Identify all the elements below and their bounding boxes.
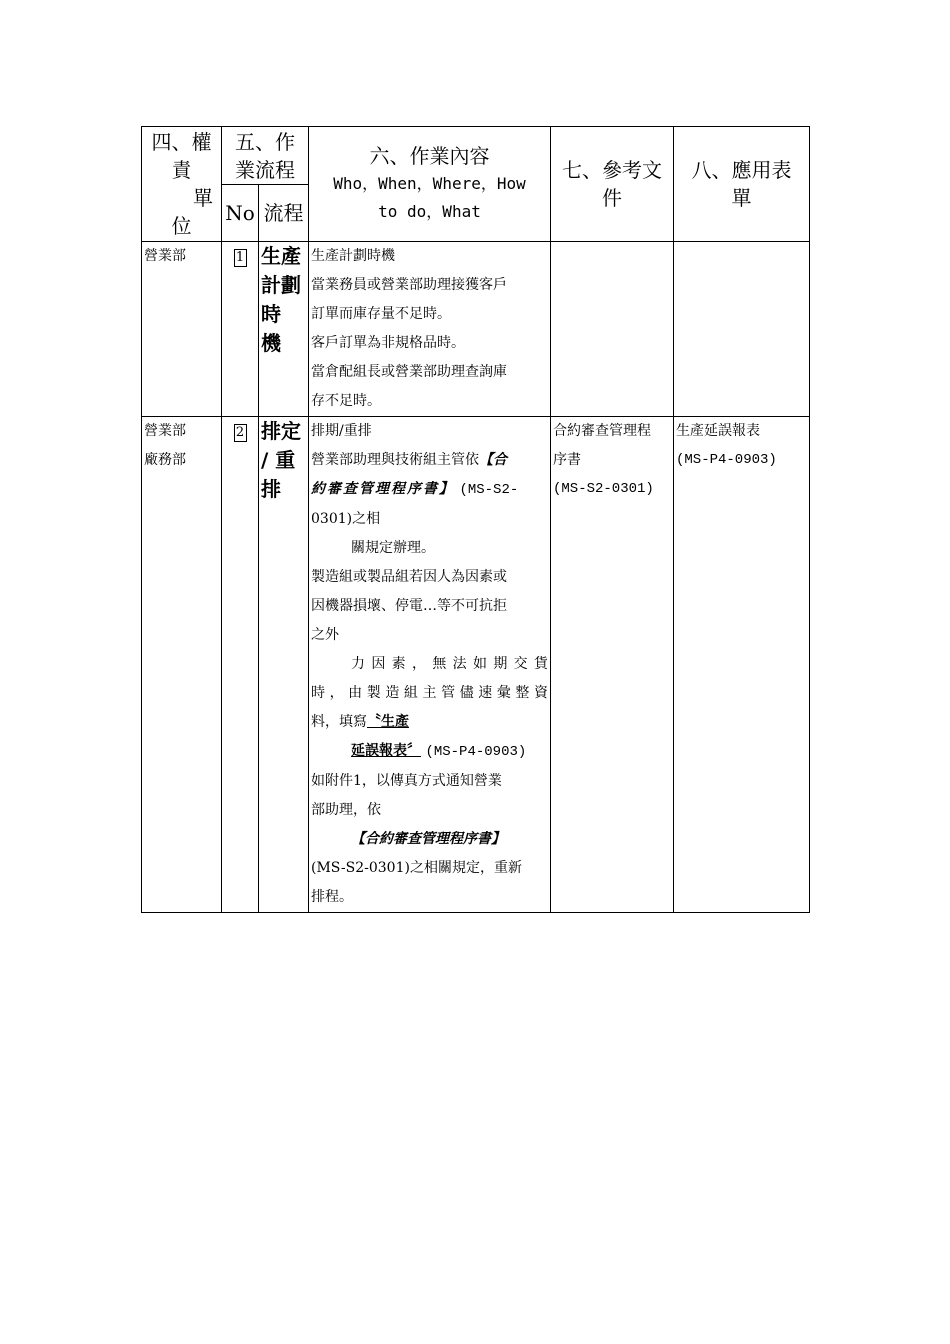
row2-content-line6: 製造組或製品組若因人為因素或: [311, 569, 507, 585]
row1-flow-line4: 機: [261, 331, 281, 355]
row2-content-line1: 排期/重排: [311, 423, 372, 439]
row2-form: [674, 417, 810, 913]
row2-reference-line2: 序書: [553, 452, 581, 468]
header-workflow: [222, 127, 309, 185]
row1-flow-line1: 生產: [261, 244, 301, 268]
procedure-table: [141, 126, 810, 913]
row2-form-line2: (MS-P4-0903): [676, 452, 777, 468]
row2-flow-line2: / 重: [261, 448, 296, 472]
row1-content-line1: 生產計劃時機: [311, 248, 395, 264]
row1-no: [222, 242, 259, 417]
row2-form-line1: 生產延誤報表: [676, 423, 760, 439]
row1-flow: [259, 242, 309, 417]
row2-content-line15: 【合約審查管理程序書】: [351, 831, 505, 847]
row2-content-line3b: (MS-S2-: [459, 482, 519, 498]
row2-unit: [142, 417, 222, 913]
row1-unit: 營業部: [142, 242, 222, 417]
row1-content-line4: 客戶訂單為非規格品時。: [311, 335, 465, 351]
header-col8-line1: 八、應用表: [691, 158, 792, 182]
header-col8-line2: 單: [731, 186, 752, 210]
header-no: No: [222, 185, 259, 242]
header-col6-line2: Who，When，Where，How: [333, 174, 526, 193]
header-col4-line4: 位: [171, 214, 192, 238]
row1-flow-line2: 計劃: [261, 273, 301, 297]
row2-content-line3: [311, 475, 548, 505]
row2-step-number: 2: [234, 424, 247, 442]
row1-form: [674, 242, 810, 417]
row2-flow: [259, 417, 309, 913]
row2-content-line16: (MS-S2-0301)之相關規定，重新: [311, 860, 522, 876]
row1-reference: [551, 242, 674, 417]
header-responsible-unit: [142, 127, 222, 242]
header-col4-line1: 四、權: [151, 130, 212, 154]
row2-content-line5: 關規定辦理。: [351, 540, 435, 556]
header-col7-line2: 件: [602, 186, 622, 210]
row1-content-line5: 當倉配組長或營業部助理查詢庫: [311, 364, 507, 380]
row2-content: [309, 417, 551, 913]
table-row: [142, 417, 810, 913]
row2-content-line2: [311, 446, 548, 475]
header-col6-line3: to do，What: [378, 202, 481, 221]
row2-content-line10: 時，由製造組主管儘速彙整資: [311, 685, 548, 701]
table-row: [142, 242, 810, 417]
header-row-1: [142, 127, 810, 185]
header-col4-line2: 責: [171, 158, 192, 182]
row2-reference-line3: (MS-S2-0301): [553, 481, 654, 497]
row1-step-number: 1: [234, 249, 247, 267]
row2-content-line11b: 〝生產: [367, 714, 409, 730]
header-flow: 流程: [259, 185, 309, 242]
row1-content-line3: 訂單而庫存量不足時。: [311, 306, 451, 322]
row2-content-line14: 部助理，依: [311, 802, 381, 818]
row2-reference: [551, 417, 674, 913]
row1-flow-line3: 時: [261, 302, 281, 326]
row2-content-line12b: (MS-P4-0903): [425, 744, 527, 760]
header-col5-line2: 業流程: [235, 157, 295, 182]
row2-content-line17: 排程。: [311, 889, 353, 905]
row2-content-line13: 如附件1，以傳真方式通知營業: [311, 773, 502, 789]
row2-content-line2b: 【合: [479, 452, 507, 468]
row2-content-line12a: 延誤報表〞: [351, 743, 421, 759]
row1-content-line2: 當業務員或營業部助理接獲客戶: [311, 277, 507, 293]
row2-content-line9: 力因素，無法如期交貨: [351, 656, 548, 672]
row2-unit-line1: 營業部: [144, 423, 186, 439]
row2-content-line11: [311, 708, 548, 737]
row2-flow-line3: 排: [261, 477, 281, 501]
row2-content-line2a: 營業部助理與技術組主管依: [311, 452, 479, 468]
header-col7-line1: 七、參考文: [562, 158, 662, 182]
header-col4-line3: 單: [193, 186, 213, 210]
header-reference-docs: [551, 127, 674, 242]
row1-content-line6: 存不足時。: [311, 393, 381, 409]
header-col5-line1: 五、作: [235, 129, 295, 154]
row2-content-line7: 因機器損壞、停電…等不可抗拒: [311, 598, 507, 614]
row2-reference-line1: 合約審查管理程: [553, 423, 651, 439]
row2-no: [222, 417, 259, 913]
row2-flow-line1: 排定: [261, 419, 301, 443]
row2-unit-line2: 廠務部: [144, 452, 186, 468]
row1-content: [309, 242, 551, 417]
row2-content-line3a: 約審查管理程序書】: [311, 481, 455, 497]
header-applied-forms: [674, 127, 810, 242]
row2-content-line4: 0301)之相: [311, 511, 381, 527]
row2-content-line12: [311, 737, 548, 767]
header-work-content: [309, 127, 551, 242]
row2-content-line8: 之外: [311, 627, 339, 643]
row2-content-line11a: 料，填寫: [311, 714, 367, 730]
header-col6-line1: 六、作業內容: [369, 144, 490, 168]
